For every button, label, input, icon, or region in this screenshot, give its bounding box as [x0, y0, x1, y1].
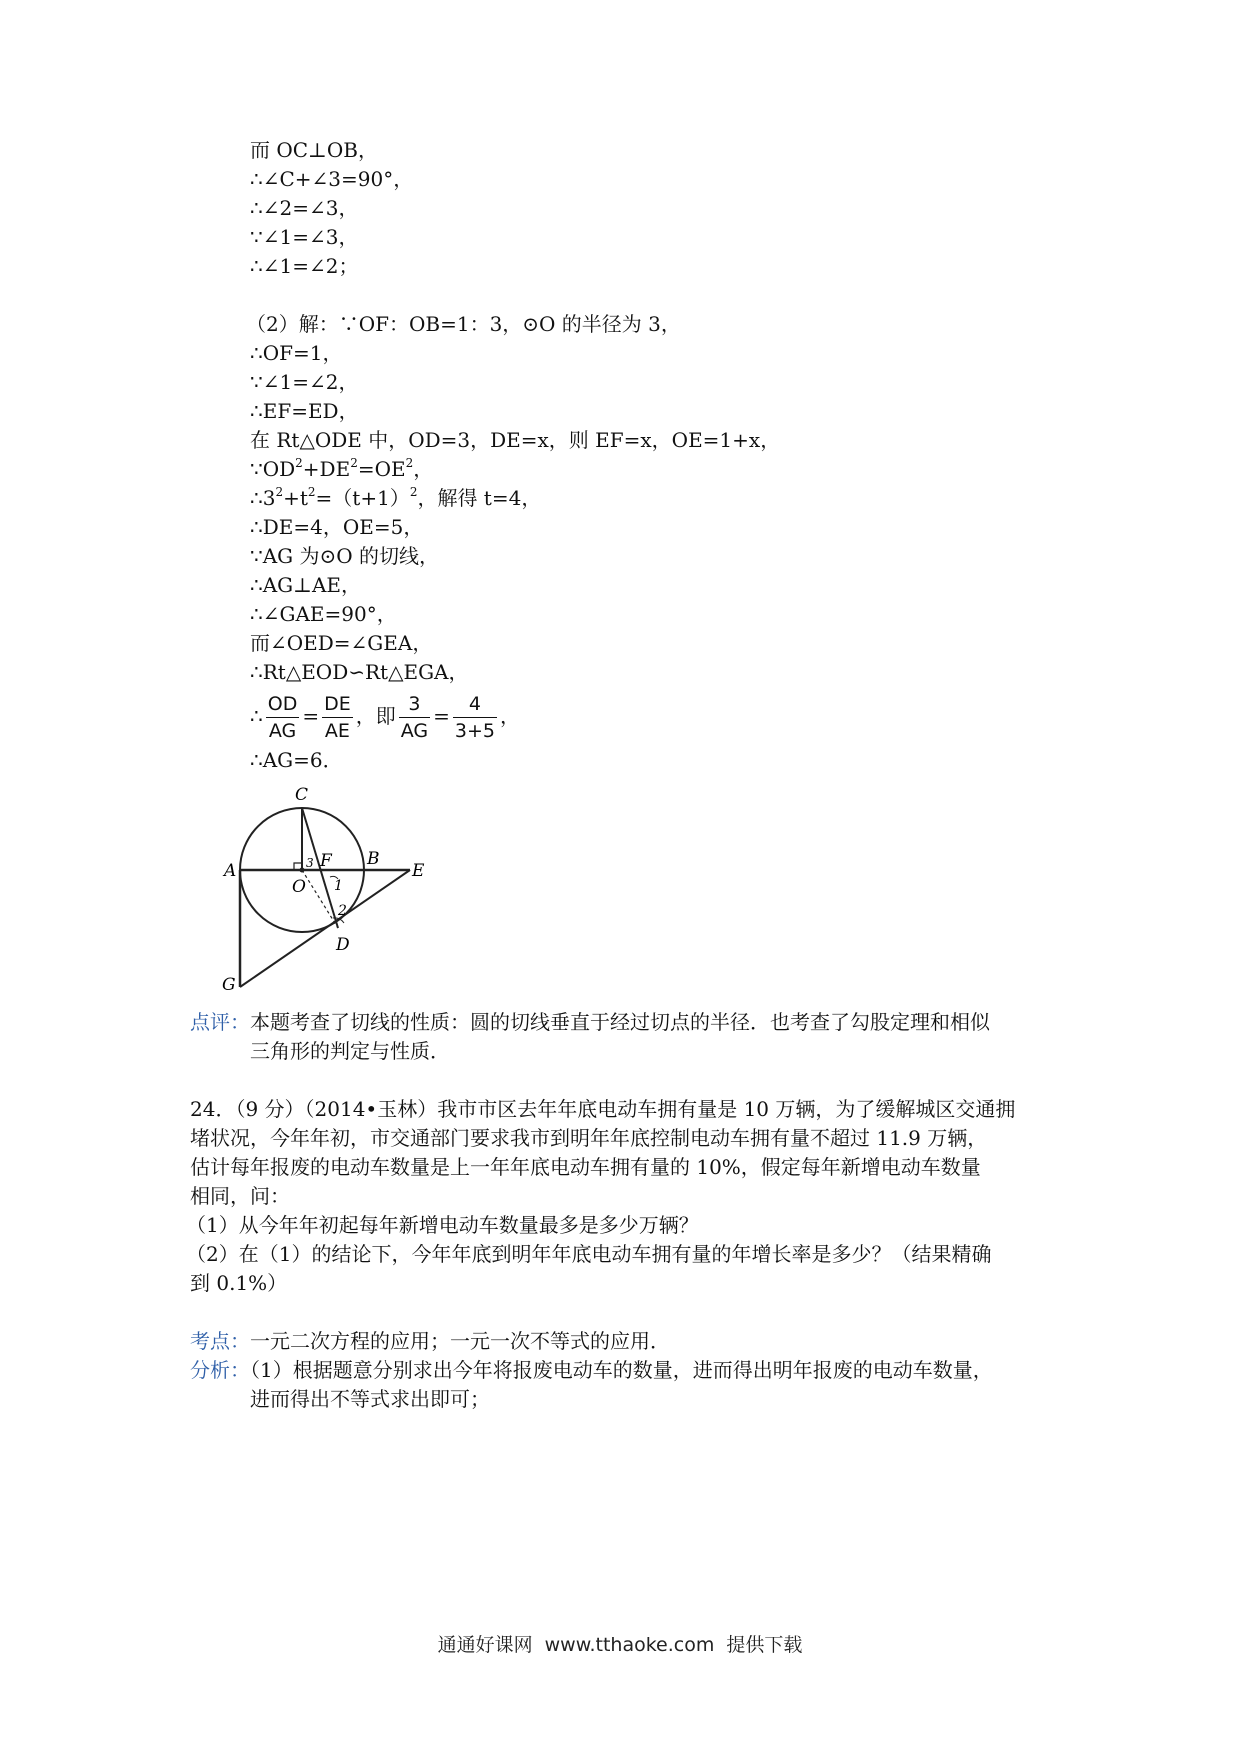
label-b: B: [367, 849, 380, 869]
page-footer: [0, 1630, 1240, 1657]
fraction-de-ae: $\frac{DE}{AE}$: [324, 693, 351, 742]
equation-line: $\therefore 3^2+t^2=(t+1)^2$，解得 t=4，: [250, 485, 542, 510]
segment-od: [302, 870, 338, 928]
label-e: E: [412, 861, 425, 881]
solution-line: 在 Rt△ODE 中，OD=3，DE=x，则 EF=x，OE=1+x，: [250, 428, 781, 452]
solution-line: ∴EF=ED，: [250, 399, 359, 423]
label-angle-1: 1: [334, 878, 343, 894]
pythagoras-line: $\because OD^2+DE^2=OE^2$，: [250, 456, 434, 481]
label-o: O: [292, 877, 306, 897]
comment-line: 三角形的判定与性质．: [250, 1039, 450, 1063]
proof-line: ∴∠1=∠2；: [250, 254, 359, 278]
problem-line: 24．（9 分）（2014•玉林）我市市区去年年底电动车拥有量是 10 万辆，为了缓解城区交通拥: [190, 1097, 1016, 1121]
point-o: [300, 868, 305, 873]
question-2: （2）在（1）的结论下，今年年底到明年年底电动车拥有量的年增长率是多少？（结果精确: [186, 1242, 992, 1266]
footer-site: 通通好课网: [437, 1634, 533, 1656]
problem-line: 相同，问：: [190, 1184, 290, 1208]
label-angle-3: 3: [306, 856, 314, 870]
proof-line: ∴∠C+∠3=90°，: [250, 167, 414, 191]
proof-line: ∴∠2=∠3，: [250, 196, 359, 220]
solution-line: （2）解：∵OF：OB=1：3，⊙O 的半径为 3，: [246, 312, 681, 336]
solution-line: ∵AG 为⊙O 的切线，: [250, 544, 440, 568]
fraction-3-ag: $\frac{3}{AG}$: [400, 693, 429, 742]
solution-line: ∴∠GAE=90°，: [250, 602, 397, 626]
geometry-figure: [222, 780, 480, 1000]
fraction-4-8: $\frac{4}{3+5}$: [454, 693, 495, 742]
label-a: A: [224, 861, 237, 881]
fenxi-line: 进而得出不等式求出即可；: [250, 1387, 490, 1411]
solution-line: 而∠OED=∠GEA，: [250, 631, 433, 655]
label-f: F: [320, 851, 332, 871]
fraction-line: ∴ $\frac{OD}{AG}$ = $\frac{DE}{AE}$ ，即 $\frac{3}{AG}$ = $\frac{4}{3+5}$ ，: [250, 693, 520, 742]
solution-line: ∴OF=1，: [250, 341, 343, 365]
kaodian-label: 考点：: [190, 1329, 250, 1353]
fraction-od-ag: $\frac{OD}{AG}$: [267, 693, 298, 742]
problem-line: 估计每年报废的电动车数量是上一年年底电动车拥有量的 10%，假定每年新增电动车数量: [190, 1155, 981, 1179]
label-c: C: [295, 785, 309, 805]
question-2-cont: 到 0.1%）: [190, 1271, 288, 1295]
proof-line: ∵∠1=∠3，: [250, 225, 359, 249]
question-1: （1）从今年年初起每年新增电动车数量最多是多少万辆？: [186, 1213, 699, 1237]
footer-url[interactable]: www.tthaoke.com: [544, 1634, 715, 1656]
solution-line: ∵∠1=∠2，: [250, 370, 359, 394]
fenxi-line: 分析：（1）根据题意分别求出今年将报废电动车的数量，进而得出明年报废的电动车数量，: [190, 1358, 993, 1382]
kaodian-line: 考点：一元二次方程的应用；一元一次不等式的应用．: [190, 1329, 670, 1353]
proof-line: 而 OC⊥OB，: [250, 138, 378, 162]
label-g: G: [222, 975, 236, 995]
solution-line: ∴AG=6．: [250, 748, 343, 772]
footer-action: 提供下载: [726, 1634, 803, 1656]
comment-line: 点评：本题考查了切线的性质：圆的切线垂直于经过切点的半径．也考查了勾股定理和相似: [190, 1010, 990, 1034]
label-d: D: [336, 935, 350, 955]
comment-label: 点评：: [190, 1010, 250, 1034]
fenxi-label: 分析：: [190, 1358, 250, 1382]
label-angle-2: 2: [338, 903, 347, 919]
solution-line: ∴DE=4，OE=5，: [250, 515, 424, 539]
problem-line: 堵状况，今年年初，市交通部门要求我市到明年年底控制电动车拥有量不超过 11.9 万辆，: [190, 1126, 988, 1150]
solution-line: ∴AG⊥AE，: [250, 573, 361, 597]
solution-line: ∴Rt△EOD∽Rt△EGA，: [250, 660, 469, 684]
